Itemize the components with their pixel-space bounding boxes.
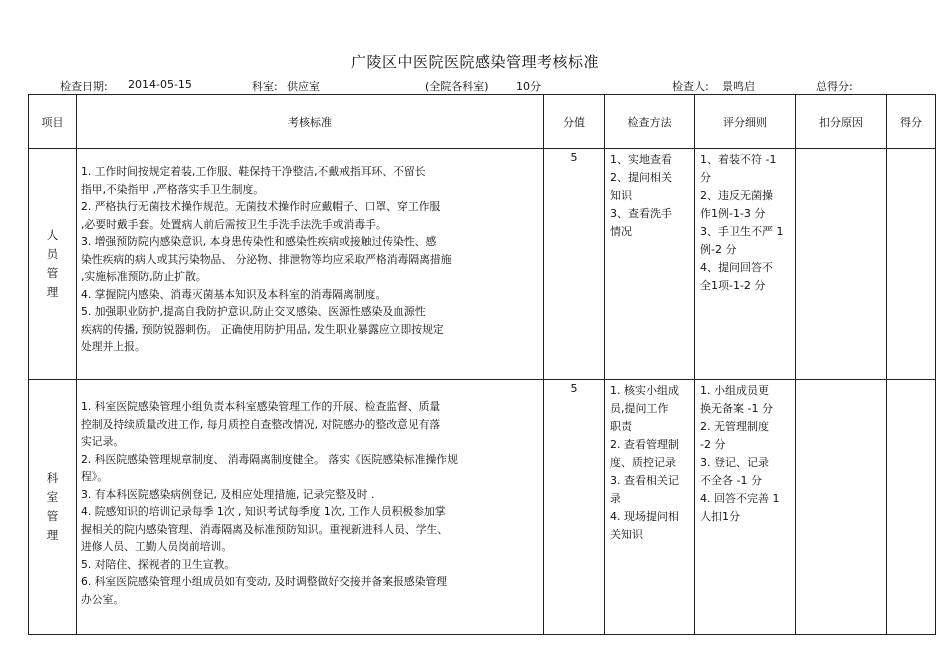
header-reason: 扣分原因	[796, 95, 887, 149]
dept-value: 供应室	[287, 80, 320, 93]
inspector-value: 景鸣启	[722, 80, 755, 93]
detail-cell: 1. 小组成员更 换无备案 -1 分 2. 无管理制度 -2 分 3. 登记、记录 不全各 -1 分 4. 回答不完善 1 人扣1分	[695, 380, 796, 635]
method-cell: 1、实地查看 2、提问相关 知识 3、查看洗手 情况	[605, 149, 695, 380]
table-row-department	[29, 380, 936, 635]
got-cell	[887, 380, 936, 635]
item-cell: 人 员 管 理	[29, 149, 77, 380]
score-cell: 5	[544, 149, 605, 380]
dept-label: 科室:	[252, 80, 278, 93]
header-score: 分值	[544, 95, 605, 149]
header-standard: 考核标准	[77, 95, 544, 149]
meta-line	[0, 78, 950, 94]
method-cell: 1. 核实小组成 员,提问工作 职责 2. 查看管理制 度、质控记录 3. 查看相关记 录 4. 现场提问相 关知识	[605, 380, 695, 635]
header-detail: 评分细则	[695, 95, 796, 149]
standard-cell: 1. 工作时间按规定着装,工作服、鞋保持干净整洁,不戴戒指耳环、不留长 指甲,不染指甲 ,严格落实手卫生制度。 2. 严格执行无菌技术操作规范。无菌技术操作时应戴帽子、口罩、穿工作服 ,必要时戴手套。处置病人前后需按卫生手洗手法洗手或消毒手。 3. 增强预防院内感染意识, 本身患传染性和感染性疾病或接触过传染性、感 染性疾病的病人或其污染物品、 分泌物、排泄物等均应采取严格消毒隔离措施 ,实施标准预防,防止扩散。 4. 掌握院内感染、消毒灭菌基本知识及本科室的消毒隔离制度。 5. 加强职业防护,提高自我防护意识,防止交叉感染、医源性感染及血源性 疾病的传播, 预防锐器刺伤。 正确使用防护用品, 发生职业暴露应立即按规定 处理并上报。	[77, 149, 544, 380]
got-cell	[887, 149, 936, 380]
reason-cell	[796, 380, 887, 635]
header-row	[29, 95, 936, 149]
check-date-label: 检查日期:	[60, 80, 108, 93]
document-title: 广陵区中医院医院感染管理考核标准	[350, 53, 599, 71]
reason-cell	[796, 149, 887, 380]
item-cell: 科 室 管 理	[29, 380, 77, 635]
points-text: 10分	[516, 80, 541, 93]
header-method: 检查方法	[605, 95, 695, 149]
header-item: 项目	[29, 95, 77, 149]
scope-text: (全院各科室)	[425, 80, 489, 93]
detail-cell: 1、着装不符 -1 分 2、违反无菌操 作1例-1-3 分 3、手卫生不严 1 例-2 分 4、提问回答不 全1项-1-2 分	[695, 149, 796, 380]
inspector-label: 检查人:	[672, 80, 709, 93]
header-got: 得分	[887, 95, 936, 149]
assessment-table	[28, 94, 936, 635]
score-cell: 5	[544, 380, 605, 635]
total-label: 总得分:	[816, 80, 853, 93]
standard-cell: 1. 科室医院感染管理小组负责本科室感染管理工作的开展、检查监督、质量 控制及持续质量改进工作, 每月质控自查整改情况, 对院感办的整改意见有落 实记录。 2. 科医院感染管理规章制度、 消毒隔离制度健全。 落实《医院感染标准操作规 程》。 3. 有本科医院感染病例登记, 及相应处理措施, 记录完整及时 . 4. 院感知识的培训记录每季 1次 , 知识考试每季度 1次, 工作人员积极参加掌 握相关的院内感染管理、消毒隔离及标准预防知识。重视新进科人员、学生、 进修人员、工勤人员岗前培训。 5. 对陪住、探视者的卫生宣教。 6. 科室医院感染管理小组成员如有变动, 及时调整做好交接并备案报感染管理 办公室。	[77, 380, 544, 635]
table-row-personnel	[29, 149, 936, 380]
check-date-value: 2014-05-15	[128, 78, 192, 91]
